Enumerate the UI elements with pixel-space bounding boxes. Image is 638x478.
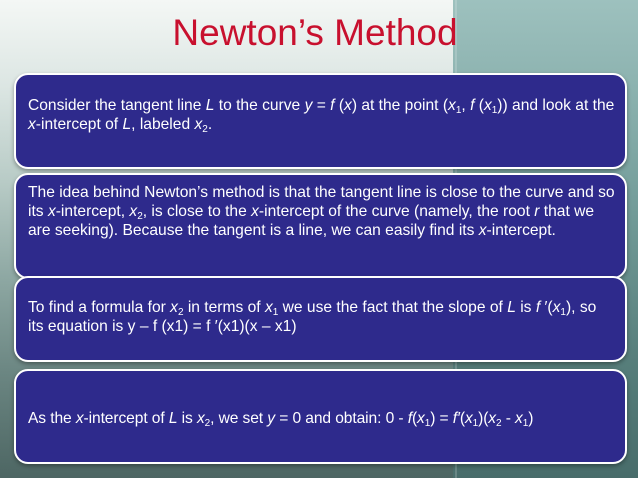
text-run: ), so its equation is y – f (x1) = f ′(x1)(x – x1) bbox=[28, 299, 597, 335]
text-run: To find a formula for bbox=[28, 299, 171, 316]
var-x: x bbox=[478, 222, 487, 239]
text-box-newton-idea bbox=[14, 173, 627, 279]
var-x: x bbox=[194, 116, 203, 133]
text-box-formula bbox=[14, 276, 627, 362]
var-x: x bbox=[47, 203, 56, 220]
var-r: r bbox=[534, 203, 540, 220]
var-f: f bbox=[535, 299, 541, 316]
subscript: 1 bbox=[272, 307, 279, 318]
var-x: x bbox=[28, 116, 36, 133]
var-x: x bbox=[129, 203, 138, 220]
text-box-intercept-equation bbox=[14, 369, 627, 464]
text-run: -intercept of bbox=[83, 410, 169, 427]
var-x: x bbox=[417, 410, 425, 427]
var-f: f bbox=[330, 97, 335, 114]
text-run: to the curve bbox=[214, 97, 305, 114]
paragraph-tangent-line bbox=[28, 75, 615, 134]
subscript: 2 bbox=[202, 124, 208, 135]
subscript: 2 bbox=[137, 211, 143, 222]
var-x: x bbox=[464, 410, 473, 427]
subscript: 1 bbox=[424, 418, 431, 429]
text-run: Consider the tangent line bbox=[28, 97, 206, 114]
var-x: x bbox=[488, 410, 496, 427]
text-run: ) at the point ( bbox=[351, 97, 449, 114]
paragraph-newton-idea bbox=[28, 175, 615, 240]
text-run: ( bbox=[411, 410, 418, 427]
var-L: L bbox=[507, 299, 516, 316]
subscript: 1 bbox=[522, 418, 529, 429]
var-x: x bbox=[264, 299, 273, 316]
text-run: ′( bbox=[540, 299, 553, 316]
subscript: 2 bbox=[177, 307, 184, 318]
text-run: in terms of bbox=[183, 299, 265, 316]
subscript: 1 bbox=[560, 307, 566, 318]
var-L: L bbox=[205, 97, 215, 114]
text-box-tangent-line bbox=[14, 73, 627, 169]
text-run: -intercept. bbox=[486, 222, 556, 239]
subscript: 1 bbox=[455, 105, 462, 116]
text-run: ) = bbox=[430, 410, 453, 427]
text-run: ) bbox=[528, 410, 534, 427]
var-x: x bbox=[196, 410, 205, 427]
subscript: 2 bbox=[496, 418, 502, 429]
text-run: )) and look at the bbox=[497, 97, 615, 114]
text-run: we use the fact that the slope of bbox=[278, 299, 508, 316]
slide-title: Newton’s Method bbox=[172, 12, 458, 53]
var-y: y bbox=[304, 97, 313, 114]
text-run: , is close to the bbox=[142, 203, 252, 220]
var-f: f bbox=[470, 97, 475, 114]
var-x: x bbox=[515, 410, 523, 427]
text-run: -intercept, bbox=[55, 203, 130, 220]
text-run: that we are seeking). Because the tangent is a line, we can easily find its bbox=[28, 203, 595, 239]
var-x: x bbox=[251, 203, 259, 220]
text-run: ( bbox=[334, 97, 345, 114]
text-run: )( bbox=[478, 410, 489, 427]
text-run: is bbox=[177, 410, 197, 427]
var-L: L bbox=[168, 410, 178, 427]
paragraph-formula bbox=[28, 278, 615, 336]
text-run: . bbox=[207, 116, 213, 133]
var-x: x bbox=[552, 299, 561, 316]
text-run: The idea behind Newton’s method is that the tangent line is close to the curve and so its bbox=[28, 184, 615, 220]
var-x: x bbox=[448, 97, 456, 114]
text-run: , labeled bbox=[131, 116, 195, 133]
subscript: 1 bbox=[472, 418, 479, 429]
var-y: y bbox=[267, 410, 275, 427]
text-run: -intercept of the curve (namely, the root bbox=[258, 203, 535, 220]
subscript: 2 bbox=[204, 418, 211, 429]
text-run: -intercept of bbox=[35, 116, 123, 133]
var-f: f bbox=[407, 410, 412, 427]
text-run: As the bbox=[28, 410, 76, 427]
text-run: ( bbox=[474, 97, 484, 114]
text-run: = bbox=[312, 97, 331, 114]
var-x: x bbox=[344, 97, 352, 114]
text-run: ( bbox=[459, 410, 465, 427]
text-run: , bbox=[461, 97, 471, 114]
paragraph-intercept-equation bbox=[28, 371, 615, 428]
var-x: x bbox=[483, 97, 492, 114]
text-run: , we set bbox=[210, 410, 268, 427]
text-run: is bbox=[515, 299, 536, 316]
var-x: x bbox=[170, 299, 178, 316]
var-x: x bbox=[75, 410, 84, 427]
var-L: L bbox=[122, 116, 132, 133]
text-run: - bbox=[501, 410, 516, 427]
subscript: 1 bbox=[491, 105, 498, 116]
text-run: = 0 and obtain: 0 - bbox=[274, 410, 408, 427]
var-f-prime: f′ bbox=[452, 410, 460, 427]
